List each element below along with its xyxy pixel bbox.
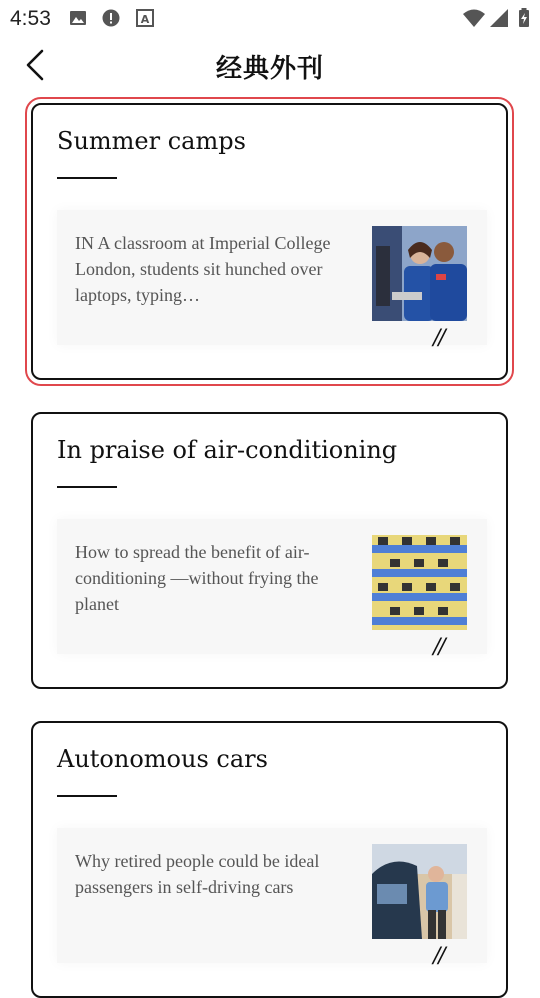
- wifi-icon: [462, 8, 486, 28]
- article-summary-box[interactable]: [57, 828, 487, 963]
- image-icon: [69, 9, 87, 27]
- article-marker: //: [433, 941, 444, 970]
- article-marker: //: [433, 632, 444, 661]
- article-thumbnail[interactable]: [372, 844, 467, 939]
- alert-icon: [102, 9, 120, 27]
- article-marker: //: [433, 323, 444, 352]
- article-thumbnail[interactable]: [372, 226, 467, 321]
- article-card[interactable]: [31, 412, 508, 689]
- article-summary: IN A classroom at Imperial College London, students sit hunched over laptops, typing…: [75, 233, 331, 305]
- signal-icon: [489, 8, 509, 28]
- article-summary-box[interactable]: [57, 519, 487, 654]
- status-time: 4:53: [10, 7, 51, 30]
- app-header: [0, 36, 540, 94]
- title-divider: [57, 795, 117, 797]
- article-title: Summer camps: [57, 127, 246, 155]
- title-divider: [57, 177, 117, 179]
- article-title: Autonomous cars: [57, 745, 268, 773]
- title-divider: [57, 486, 117, 488]
- article-title: In praise of air-conditioning: [57, 436, 398, 464]
- battery-icon: [518, 8, 530, 28]
- svg-text:A: A: [140, 13, 150, 26]
- article-card[interactable]: [31, 103, 508, 380]
- text-a-icon: [136, 9, 154, 27]
- article-card[interactable]: [31, 721, 508, 998]
- article-summary: How to spread the benefit of air-conditioning —without frying the planet: [75, 542, 319, 614]
- article-summary: Why retired people could be ideal passengers in self-driving cars: [75, 851, 320, 897]
- article-thumbnail[interactable]: [372, 535, 467, 630]
- status-bar: [0, 0, 540, 36]
- article-summary-box[interactable]: [57, 210, 487, 345]
- page-title: 经典外刊: [215, 54, 324, 84]
